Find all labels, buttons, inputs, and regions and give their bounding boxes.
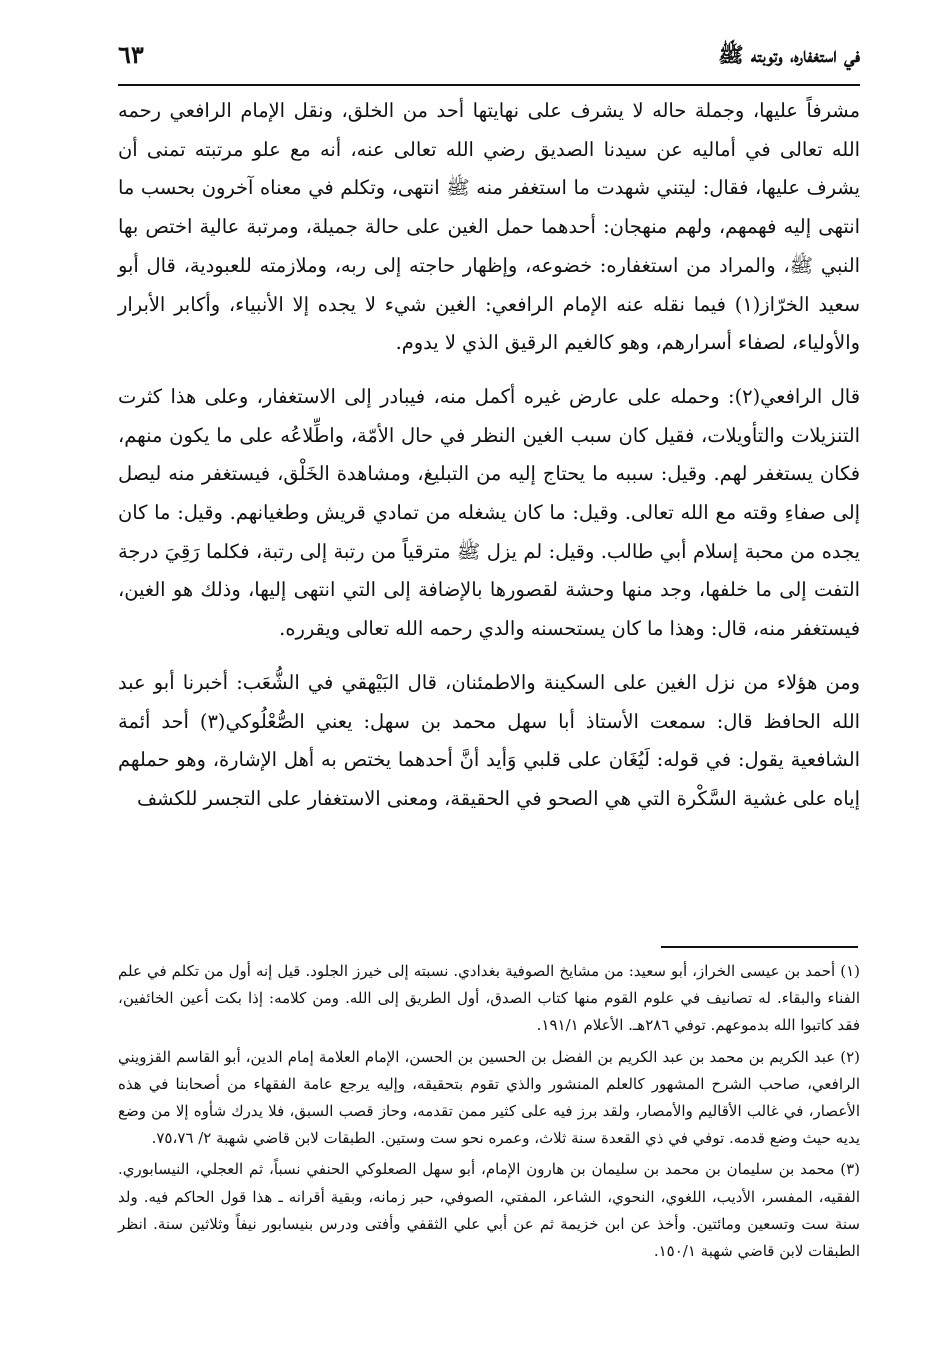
footnote-separator — [661, 946, 858, 948]
paragraph: قال الرافعي(٢): وحمله على عارض غيره أكمل منه، فيبادر إلى الاستغفار، وعلى هذا كثرت التنزيلات والتأويلات، فقيل كان سبب الغين النظر في حال الأمّة، واطِّلاعُه على ما يكون منهم، فكان يستغفر لهم. وقيل: سببه ما يحتاج إليه من التبليغ، ومشاهدة الخَلْق، فيستغفر منه ليصل إلى صفاءِ وقته مع الله تعالى. وقيل: ما كان يشغله من تمادي قريش وطغيانهم. وقيل: ما كان يجده من محبة إسلام أبي طالب. وقيل: لم يزل ﷺ مترقياً من رتبة إلى رتبة، فكلما رَقِيَ درجة التفت إلى ما خلفها، وجد منها وحشة لقصورها بالإضافة إلى التي انتهى إليها، وذلك هو الغين، فيستغفر منه، قال: وهذا ما كان يستحسنه والدي رحمه الله تعالى ويقرره. — [118, 384, 860, 641]
footnote: (١) أحمد بن عيسى الخراز، أبو سعيد: من مشايخ الصوفية بغدادي. نسبته إلى خيرز الجلود. قيل إنه أول من تكلم في علم الفناء والبقاء. له تصانيف في علوم القوم منها كتاب الصدق، أول الطريق إلى الله. ومن كلامه: إذا بكت أعين الخائفين، فقد كاتبوا الله بدموعهم. توفي ٢٨٦هـ. الأعلام ١٩١/١. — [118, 962, 860, 1035]
header-rule — [118, 84, 860, 86]
page-header — [118, 36, 860, 76]
paragraph: مشرفاً عليها، وجملة حاله لا يشرف على نهايتها أحد من الخلق، ونقل الإمام الرافعي رحمه الله تعالى في أماليه عن سيدنا الصديق رضي الله تعالى عنه، أنه مع علو مرتبته تمنى أن يشرف عليها، فقال: ليتني شهدت ما استغفر منه ﷺ انتهى، وتكلم في معناه آخرون بحسب ما انتهى إليه فهمهم، ولهم منهجان: أحدهما حمل الغين على حالة جميلة، ومرتبة عالية اختص بها النبي ﷺ، والمراد من استغفاره: خضوعه، وإظهار حاجته إلى ربه، وملازمته للعبودية، قال أبو سعيد الخرّاز(١) فيما نقله عنه الإمام الرافعي: الغين شيء لا يجده إلا الأنبياء، وأكابر الأبرار والأولياء، لصفاء أسرارهم، وهو كالغيم الرقيق الذي لا يدوم. — [118, 99, 861, 355]
running-head: في استغفاره، وتوبته ﷺ — [718, 42, 860, 67]
footnotes — [118, 958, 860, 1265]
page-number: ٦٣ — [118, 40, 144, 69]
footnote: (٢) عبد الكريم بن محمد بن عبد الكريم بن الفضل بن الحسين بن الحسن، الإمام العلامة إمام الدين، أبو القاسم القزويني الرافعي، صاحب الشرح المشهور كالعلم المنشور والذي تقوم بتحقيقه، وإليه يرجع عامة الفقهاء من أصحابنا في هذه الأعصار، في غالب الأقاليم والأمصار، ولقد برز فيه على كثير ممن تقدمه، وحاز قصب السبق، فلا يدرك شأوه إلا من وضع يديه حيث وضع قدمه. توفي في ذي القعدة سنة ثلاث، وعمره نحو ست وستين. الطبقات لابن قاضي شهبة ٢/ ٧٥،٧٦. — [118, 1047, 860, 1148]
main-text — [118, 92, 860, 819]
footnote: (٣) محمد بن سليمان بن محمد بن سليمان بن هارون الإمام، أبو سهل الصعلوكي الحنفي نسباً، ثم العجلي، النيسابوري. الفقيه، المفسر، الأديب، اللغوي، النحوي، الشاعر، المفتي، الصوفي، حبر زمانه، وبقية أقرانه ـ هذا قول الحاكم فيه. ولد سنة ست وتسعين ومائتين. وأخذ عن ابن خزيمة ثم عن أبي علي الثقفي وأفتى ودرس بنيسابور نيفاً وثلاثين سنة. انظر الطبقات لابن قاضي شهبة ١٥٠/١. — [118, 1160, 861, 1261]
paragraph: ومن هؤلاء من نزل الغين على السكينة والاطمئنان، قال البَيْهقي في الشُّعَب: أخبرنا أبو عبد الله الحافظ قال: سمعت الأستاذ أبا سهل محمد بن سهل: يعني الصُّعْلُوكي(٣) أحد أئمة الشافعية يقول: في قوله: لَيُغَان على قلبي وَأيد أنَّ أحدهما يختص به أهل الإشارة، وهو حملهم إياه على غشية السَّكْرة التي هي الصحو في الحقيقة، ومعنى الاستغفار على التجسر للكشف — [118, 670, 860, 810]
